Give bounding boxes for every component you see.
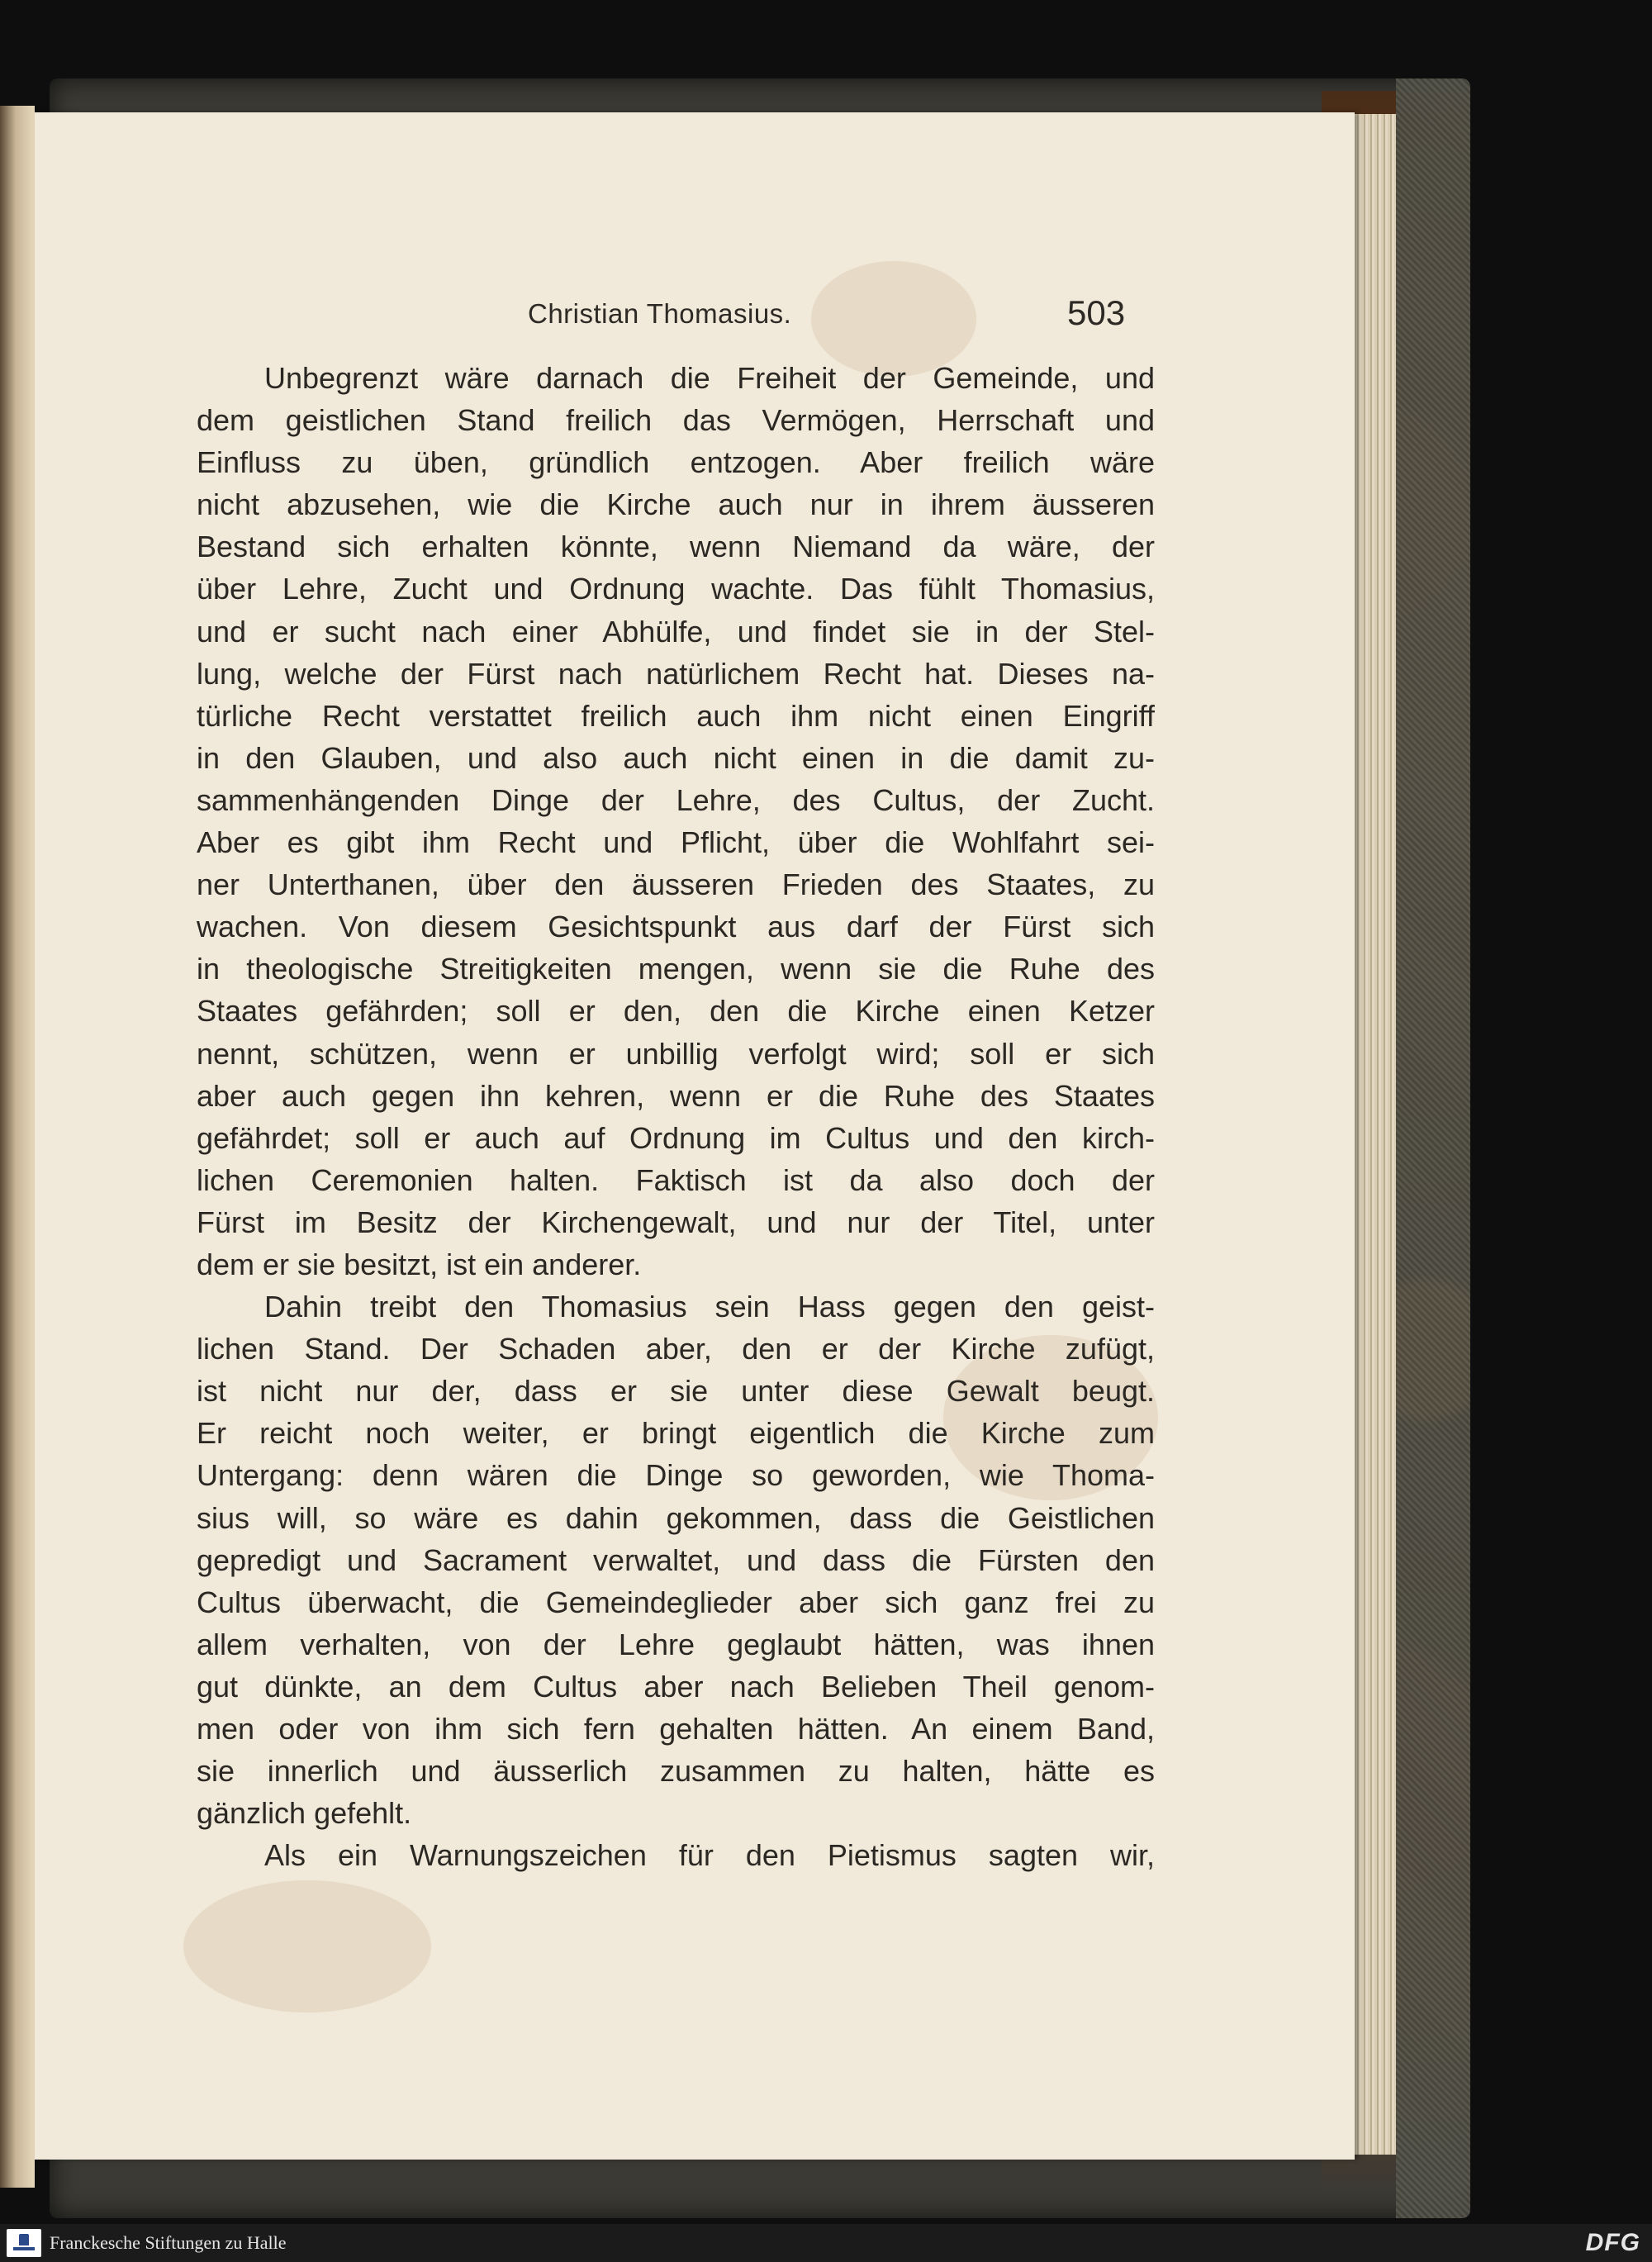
text-line: dem geistlichen Stand freilich das Vermögen, Herrschaft und [197,403,1155,438]
text-line: Fürst im Besitz der Kirchengewalt, und nur der Titel, unter [197,1205,1155,1239]
book-page [35,112,1355,2160]
text-line: sius will, so wäre es dahin gekommen, dass die Geistlichen [197,1500,1155,1535]
text-line: Aber es gibt ihm Recht und Pflicht, über die Wohlfahrt sei- [197,825,1155,860]
francke-foundation-logo-icon [7,2229,41,2257]
text-line: Untergang: denn wären die Dinge so geworden, wie Thoma- [197,1458,1155,1493]
text-line: aber auch gegen ihn kehren, wenn er die Ruhe des Staates [197,1078,1155,1113]
text-line: Einfluss zu üben, gründlich entzogen. Aber freilich wäre [197,445,1155,480]
text-line: Bestand sich erhalten könnte, wenn Niemand da wäre, der [197,530,1155,564]
page-number: 503 [1067,293,1126,332]
text-line: men oder von ihm sich fern gehalten hätten. An einem Band, [197,1712,1155,1746]
previous-page-edge [0,106,35,2188]
cloth-spine [1396,78,1470,2218]
text-line: in den Glauben, und also auch nicht einen in die damit zu- [197,740,1155,775]
text-line: und er sucht nach einer Abhülfe, und findet sie in der Stel- [197,614,1155,649]
body-text [197,357,1155,1876]
text-line: nennt, schützen, wenn er unbillig verfolgt wird; soll er sich [197,1036,1155,1071]
text-line: gut dünkte, an dem Cultus aber nach Belieben Theil genom- [197,1669,1155,1704]
page-header [35,293,1355,332]
text-line: über Lehre, Zucht und Ordnung wachte. Das fühlt Thomasius, [197,572,1155,606]
text-line: Er reicht noch weiter, er bringt eigentlich die Kirche zum [197,1416,1155,1451]
text-line: wachen. Von diesem Gesichtspunkt aus darf der Fürst sich [197,910,1155,944]
text-line: nicht abzusehen, wie die Kirche auch nur in ihrem äusseren [197,487,1155,522]
text-line: allem verhalten, von der Lehre geglaubt hätten, was ihnen [197,1627,1155,1661]
text-line: Als ein Warnungszeichen für den Pietismus sagten wir, [264,1838,1155,1873]
text-line: lichen Stand. Der Schaden aber, den er der Kirche zufügt, [197,1332,1155,1366]
text-line: gänzlich gefehlt. [197,1796,412,1831]
text-line: Staates gefährden; soll er den, den die Kirche einen Ketzer [197,994,1155,1029]
text-line: Unbegrenzt wäre darnach die Freiheit der Gemeinde, und [264,361,1155,395]
text-line: Dahin treibt den Thomasius sein Hass gegen den geist- [264,1290,1155,1324]
text-line: türliche Recht verstattet freilich auch ihm nicht einen Eingriff [197,698,1155,733]
text-line: in theologische Streitigkeiten mengen, wenn sie die Ruhe des [197,952,1155,986]
text-line: gefährdet; soll er auch auf Ordnung im Cultus und den kirch- [197,1120,1155,1155]
text-line: Cultus überwacht, die Gemeindeglieder aber sich ganz frei zu [197,1585,1155,1619]
text-line: sie innerlich und äusserlich zusammen zu halten, hätte es [197,1754,1155,1789]
text-line: ist nicht nur der, dass er sie unter diese Gewalt beugt. [197,1374,1155,1409]
text-line: lichen Ceremonien halten. Faktisch ist da also doch der [197,1162,1155,1197]
running-head: Christian Thomasius. [528,298,792,329]
text-line: lung, welche der Fürst nach natürlichem Recht hat. Dieses na- [197,656,1155,691]
institution-label: Franckesche Stiftungen zu Halle [50,2232,287,2253]
text-line: ner Unterthanen, über den äusseren Frieden des Staates, zu [197,867,1155,902]
text-line: dem er sie besitzt, ist ein anderer. [197,1247,642,1281]
text-line: sammenhängenden Dinge der Lehre, des Cultus, der Zucht. [197,782,1155,817]
paper-stain [183,1880,431,2013]
viewer-footer [0,2224,1652,2262]
dfg-logo: DFG [1585,2229,1640,2256]
text-line: gepredigt und Sacrament verwaltet, und dass die Fürsten den [197,1542,1155,1577]
